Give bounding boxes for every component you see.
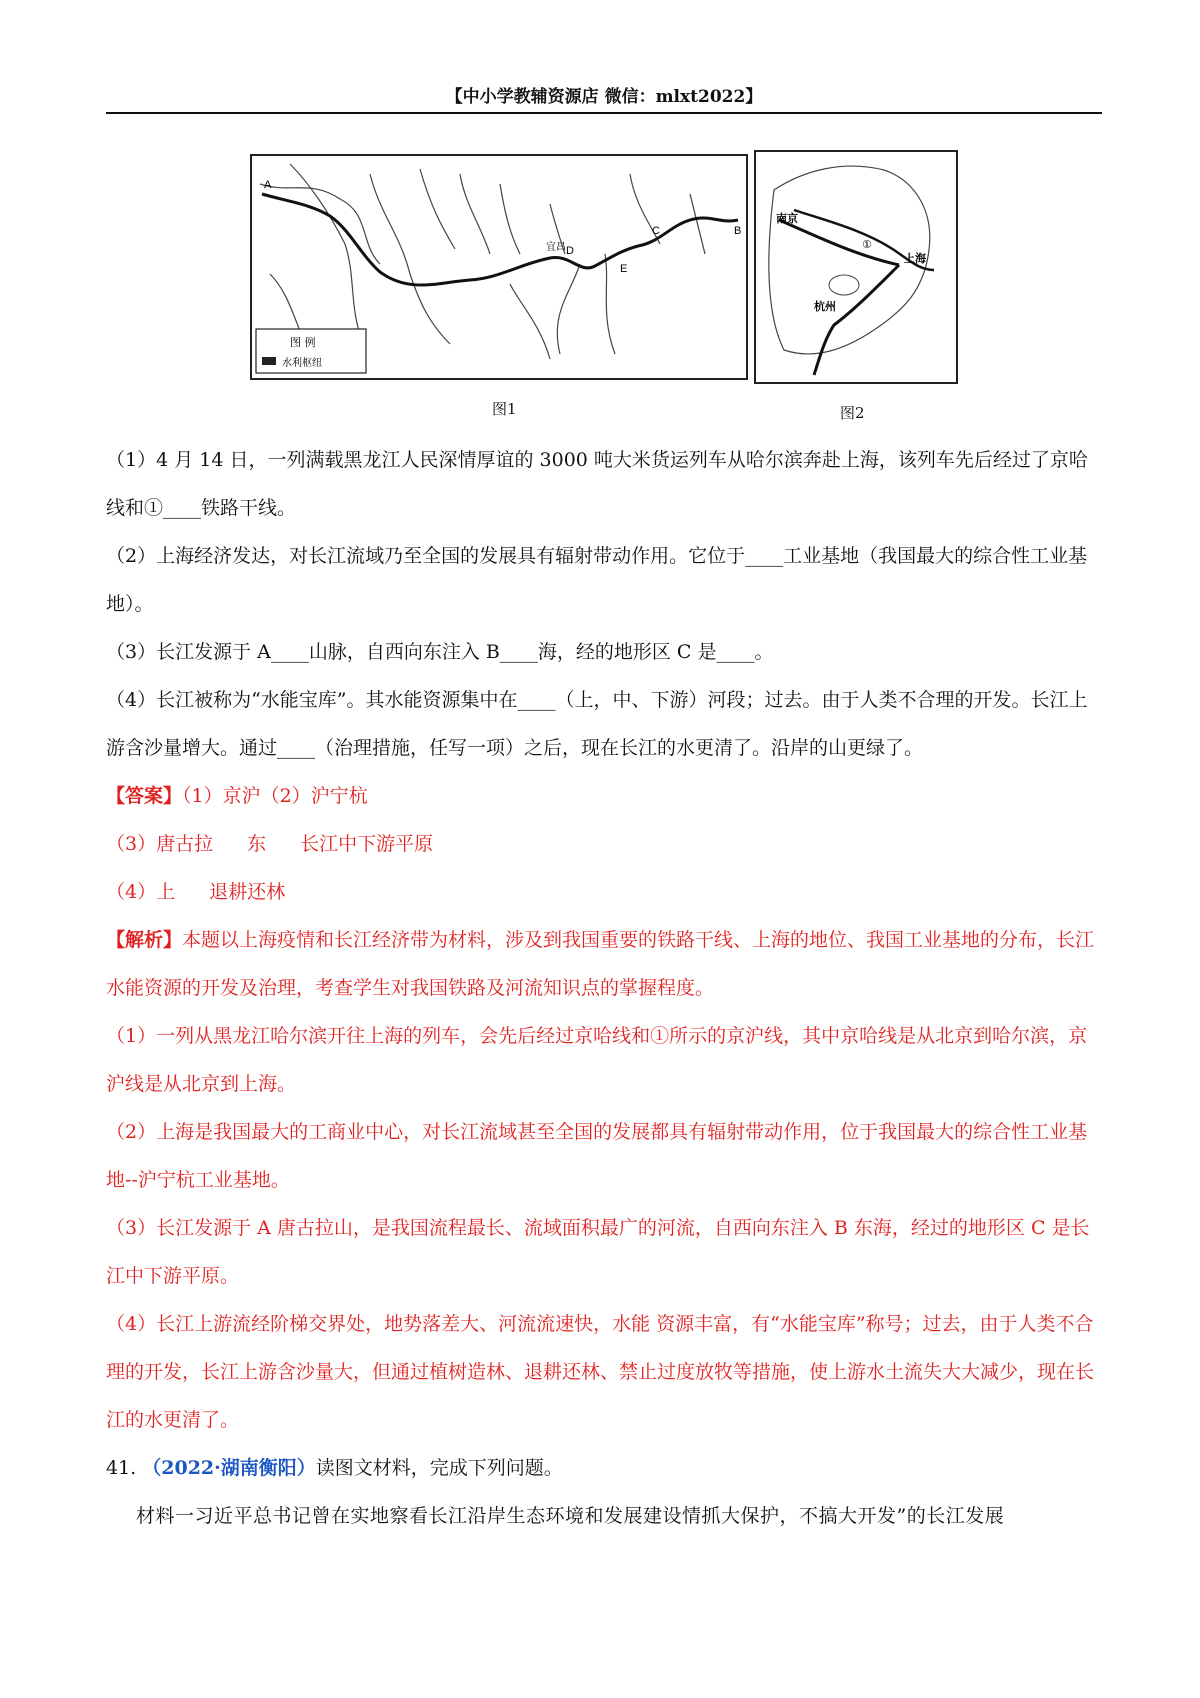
answer-4b: 退耕还林 (209, 881, 286, 903)
answer-line-2 (106, 820, 1102, 868)
question-4: （4）长江被称为“水能宝库”。其水能资源集中在____（上，中、下游）河段；过去。由于人类不合理的开发。长江上游含沙量增大。通过____（治理措施，任写一项）之后，现在长江的水更清了。沿岸的山更绿了。 (106, 689, 1088, 759)
figure-1-yangtze-map (250, 154, 748, 380)
analysis-intro-text: 本题以上海疫情和长江经济带为材料，涉及到我国重要的铁路干线、上海的地位、我国工业基地的分布，长江水能资源的开发及治理，考查学生对我国铁路及河流知识点的掌握程度。 (106, 929, 1095, 999)
dam-symbol-icon (262, 357, 276, 365)
material-1: 材料一习近平总书记曾在实地察看长江沿岸生态环境和发展建设情抓大保护，不搞大开发”的长江发展 (136, 1505, 1005, 1527)
analysis-4: （4）长江上游流经阶梯交界处，地势落差大、河流流速快，水能 资源丰富，有“水能宝库”称号；过去，由于人类不合理的开发，长江上游含沙量大，但通过植树造林、退耕还林、禁止过度放牧等措施，使上游水土流失大大减少，现在长江的水更清了。 (106, 1313, 1095, 1431)
page-header: 【中小学教辅资源店 微信：mlxt2022】 (106, 82, 1102, 114)
question-source: （2022·湖南衡阳） (142, 1457, 316, 1479)
label-a: A (264, 179, 272, 191)
label-b: B (734, 225, 742, 237)
question-content (106, 436, 1102, 1540)
analysis-2: （2）上海是我国最大的工商业中心，对长江流域甚至全国的发展都具有辐射带动作用，位于我国最大的综合性工业基地--沪宁杭工业基地。 (106, 1121, 1088, 1191)
answer-3c: 长江中下游平原 (300, 833, 434, 855)
answer-line-3 (106, 868, 1102, 916)
question-number: 41. (106, 1457, 137, 1479)
label-c: C (652, 225, 660, 237)
label-d: D (566, 245, 574, 257)
analysis-intro (106, 916, 1102, 1012)
analysis-label: 【解析】 (106, 929, 183, 951)
figure-2-delta-map (754, 150, 958, 384)
legend-title: 图 例 (290, 336, 316, 349)
analysis-3: （3）长江发源于 A 唐古拉山，是我国流程最长、流域面积最广的河流，自西向东注入 B 东海，经过的地形区 C 是长江中下游平原。 (106, 1217, 1090, 1287)
answer-label: 【答案】 (106, 785, 183, 807)
answer-text-1: （1）京沪（2）沪宁杭 (182, 785, 368, 807)
label-hangzhou: 杭州 (814, 300, 836, 313)
answer-3b: 东 (247, 833, 267, 855)
analysis-1: （1）一列从黑龙江哈尔滨开往上海的列车，会先后经过京哈线和①所示的京沪线，其中京哈线是从北京到哈尔滨，京沪线是从北京到上海。 (106, 1025, 1088, 1095)
label-circle-1: ① (862, 238, 872, 251)
question-prompt: 读图文材料，完成下列问题。 (315, 1457, 563, 1479)
answer-4a: （4）上 (106, 881, 176, 903)
question-2: （2）上海经济发达，对长江流域乃至全国的发展具有辐射带动作用。它位于____工业基地（我国最大的综合性工业基地）。 (106, 545, 1088, 615)
answer-line-1 (106, 772, 1102, 820)
answer-3a: （3）唐古拉 (106, 833, 214, 855)
figure-area (250, 150, 970, 435)
label-nanjing: 南京 (776, 212, 798, 225)
label-city: 宜昌 (546, 242, 566, 253)
question-3: （3）长江发源于 A____山脉，自西向东注入 B____海，经的地形区 C 是____。 (106, 641, 774, 663)
figure-1-caption: 图1 (492, 400, 517, 418)
legend-item: 水利枢纽 (282, 358, 322, 369)
question-1: （1）4 月 14 日，一列满载黑龙江人民深情厚谊的 3000 吨大米货运列车从哈尔滨奔赴上海，该列车先后经过了京哈线和①____铁路干线。 (106, 449, 1088, 519)
label-e: E (620, 263, 628, 275)
question-41 (106, 1444, 1102, 1492)
label-shanghai: 上海 (904, 252, 926, 265)
figure-2-caption: 图2 (840, 404, 865, 422)
